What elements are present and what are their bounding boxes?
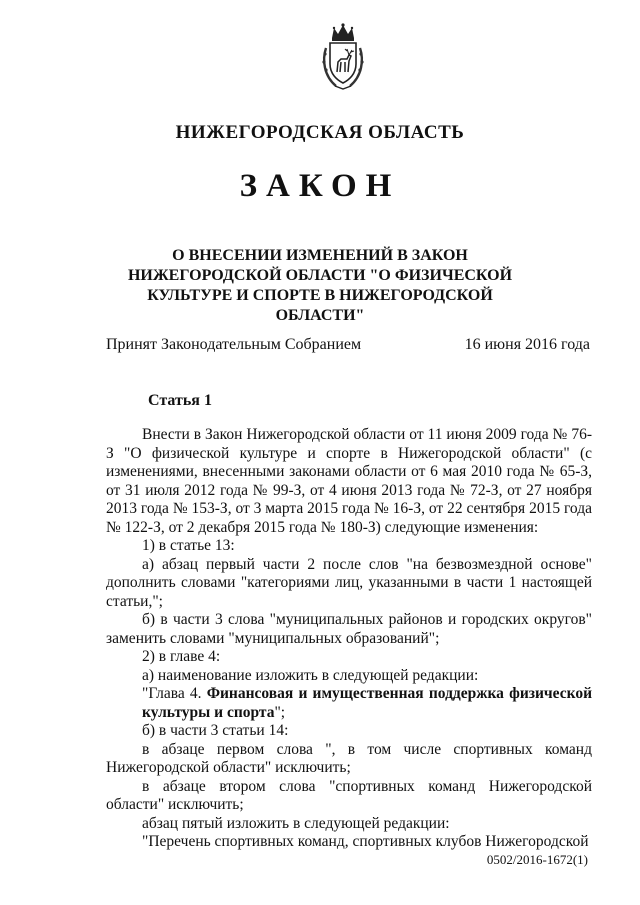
adopted-by: Принят Законодательным Собранием [106,336,362,353]
article-paragraph: "Перечень спортивных команд, спортивных клубов Нижегородской [142,833,589,850]
article-paragraph: а) абзац первый части 2 после слов "на безвозмездной основе" дополнить словами "категориями лиц, указанными в части 1 настоящей статьи,"; [106,555,592,610]
article-heading: Статья 1 [148,392,212,409]
article-paragraph: б) в части 3 статьи 14: [142,722,289,739]
coat-of-arms-icon [318,22,368,92]
document-code: 0502/2016-1672(1) [486,852,588,867]
article-paragraph: 1) в статье 13: [142,537,235,554]
region-name: НИЖЕГОРОДСКАЯ ОБЛАСТЬ [175,122,465,143]
article-body [106,426,592,852]
article-paragraph: б) в части 3 слова "муниципальных районов и городских округов" заменить словами "муниципальных образований"; [106,611,592,647]
document-type: ЗАКОН [239,168,401,204]
chapter-title-quote [106,685,592,722]
article-paragraph: Внести в Закон Нижегородской области от 11 июня 2009 года № 76-З "О физической культуре и спорте в Нижегородской области" (с изменениями, внесенными законами области от 6 мая 2010 года № 65-З, от 31 июля 2012 года № 99-З, от 4 июня 2013 года № 72-З, от 27 ноября 2013 года № 153-З, от 3 марта 2015 года № 16-З, от 22 сентября 2015 года № 122-З, от 2 декабря 2015 года № 180-З) следующие изменения: [106,426,592,536]
quote-prefix: "Глава 4. [142,685,207,702]
article-paragraph: 2) в главе 4: [142,648,221,665]
law-subject: О ВНЕСЕНИИ ИЗМЕНЕНИЙ В ЗАКОН НИЖЕГОРОДСКОЙ ОБЛАСТИ "О ФИЗИЧЕСКОЙ КУЛЬТУРЕ И СПОРТЕ В НИЖЕГОРОДСКОЙ ОБЛАСТИ" [127,247,513,324]
adoption-date: 16 июня 2016 года [464,336,590,353]
quote-suffix: "; [274,703,286,721]
article-paragraph: в абзаце втором слова "спортивных команд Нижегородской области" исключить; [106,777,592,813]
article-paragraph: абзац пятый изложить в следующей редакции: [142,814,450,832]
article-paragraph: а) наименование изложить в следующей редакции: [142,666,479,684]
quote-chapter-name: Финансовая и имущественная поддержка физической культуры и спорта [142,685,593,721]
article-paragraph: в абзаце первом слова ", в том числе спортивных команд Нижегородской области" исключить; [106,740,592,776]
